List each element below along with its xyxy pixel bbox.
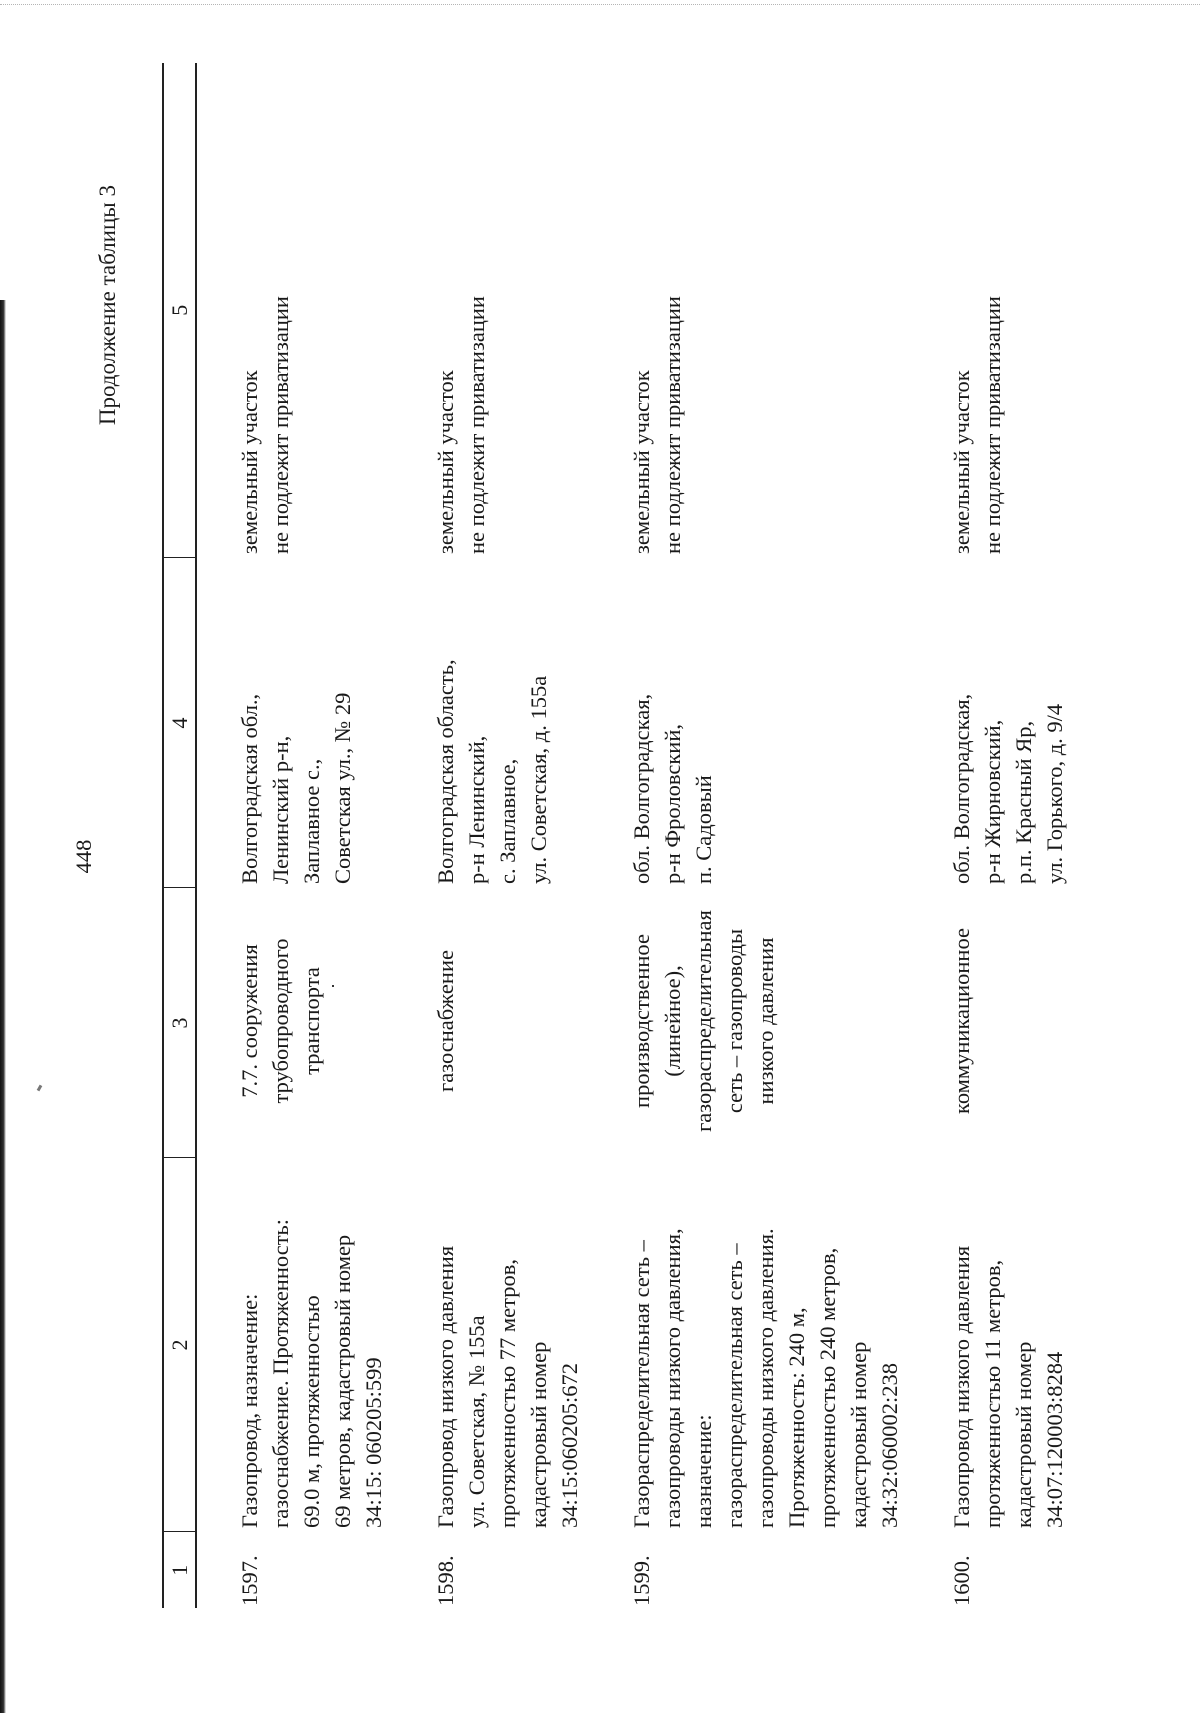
object-address: обл. Волгоградская, р-н Жирновский, р.п. Красный Яр, ул. Горького, д. 9/4: [949, 693, 1067, 884]
object-description: Газораспределительная сеть – газопроводы низкого давления, назначение: газораспределительная сеть – газопроводы низкого давления. Протяженность: 240 м, протяженностью 240 метров, кадастровый номер 34:32:060002:238: [629, 1228, 902, 1528]
registry-table: [162, 63, 1103, 1608]
row-number: 1599.: [629, 1555, 654, 1606]
object-note: земельный участок не подлежит приватизации: [433, 296, 489, 554]
object-description: Газопровод, назначение: газоснабжение. Протяженность: 69.0 м, протяженностью 69 метров, кадастровый номер 34:15: 060205:599: [237, 1218, 386, 1528]
column-header: 5: [163, 63, 196, 558]
row-number: 1597.: [237, 1555, 262, 1606]
row-number: 1598.: [433, 1555, 458, 1606]
object-purpose: коммуникационное: [949, 928, 974, 1114]
column-header: 2: [163, 1158, 196, 1532]
object-description: Газопровод низкого давления ул. Советская, № 155а протяженностью 77 метров, кадастровый номер 34:15:060205:672: [433, 1245, 582, 1528]
object-note: земельный участок не подлежит приватизации: [629, 296, 685, 554]
page-number: 448: [71, 839, 96, 874]
table-row: [422, 63, 618, 1608]
object-address: Волгоградская обл., Ленинский р-н, Заплавное с., Советская ул., № 29: [237, 692, 355, 884]
object-purpose: производственное (линейное), газораспределительная сеть – газопроводы низкого давления: [629, 910, 778, 1132]
table-header-row: [163, 63, 196, 1608]
object-purpose: газоснабжение: [433, 950, 458, 1092]
column-header: 3: [163, 888, 196, 1158]
object-purpose: 7.7. сооружения трубопроводного транспорта: [237, 938, 324, 1104]
table-row: [618, 63, 938, 1608]
table-row: [196, 63, 422, 1608]
column-header: 4: [163, 558, 196, 888]
object-note: земельный участок не подлежит приватизации: [237, 296, 293, 554]
table-row: [938, 63, 1103, 1608]
object-address: Волгоградская область, р-н Ленинский, с. Заплавное, ул. Советская, д. 155а: [433, 659, 551, 884]
table-continuation-label: Продолжение таблицы 3: [95, 185, 120, 426]
object-description: Газопровод низкого давления протяженностью 11 метров, кадастровый номер 34:07:120003:8284: [949, 1245, 1067, 1528]
row-number: 1600.: [949, 1555, 974, 1606]
object-address: обл. Волгоградская, р-н Фроловский, п. Садовый: [629, 693, 716, 884]
column-header: 1: [163, 1532, 196, 1608]
object-note: земельный участок не подлежит приватизации: [949, 296, 1005, 554]
